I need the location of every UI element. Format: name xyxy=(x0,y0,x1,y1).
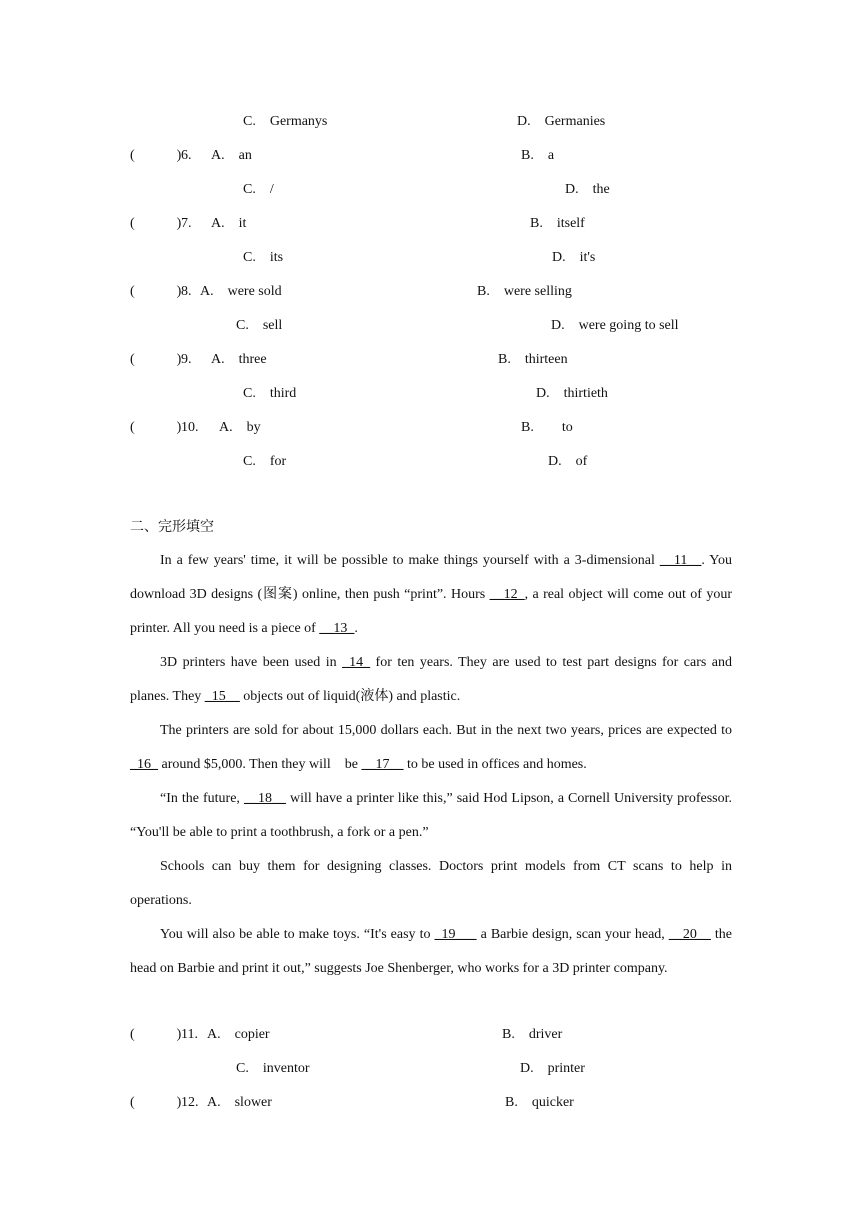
question-number: 6. xyxy=(181,148,192,163)
blank-12: __12_ xyxy=(489,587,525,602)
passage-text: You will also be able to make toys. “It's easy to xyxy=(160,927,435,942)
passage-text: the head on Barbie and print it out,” suggests Joe Shenberger, who works for a 3D printer company. xyxy=(130,927,732,976)
answer-paren: ( ) xyxy=(130,352,182,367)
option-a: A. an xyxy=(211,148,252,163)
answer-paren: ( ) xyxy=(130,148,182,163)
blank-17: __17__ xyxy=(361,757,404,772)
question-number: 11. xyxy=(181,1027,198,1042)
answer-paren: ( ) xyxy=(130,1095,182,1110)
question-number: 9. xyxy=(181,352,192,367)
blank-19: _19___ xyxy=(434,927,477,942)
passage-text: around $5,000. Then they will be xyxy=(158,757,362,772)
question-number: 8. xyxy=(181,284,192,299)
blank-18: __18__ xyxy=(243,791,286,806)
passage-text: Schools can buy them for designing classes. Doctors print models from CT scans to help in operations. xyxy=(130,859,732,908)
passage-text: will have a printer like this,” said Hod Lipson, a Cornell University professor. “You'll be able to print a toothbrush, a fork or a pen.” xyxy=(130,791,732,840)
blank-14: _14_ xyxy=(342,655,371,670)
question-number: 7. xyxy=(181,216,192,231)
option-c: C. Germanys xyxy=(243,114,328,129)
passage-text: . xyxy=(354,621,358,636)
question-number: 12. xyxy=(181,1095,199,1110)
blank-11: __11__ xyxy=(659,553,702,568)
passage-text: for ten years. They are used to test part designs for cars and planes. They xyxy=(130,655,732,704)
option-b: B. quicker xyxy=(505,1095,574,1110)
paragraph xyxy=(130,714,732,782)
option-b: B. thirteen xyxy=(498,352,568,367)
answer-paren: ( ) xyxy=(130,284,182,299)
passage-text: “In the future, xyxy=(160,791,244,806)
option-c: C. its xyxy=(243,250,284,265)
cloze-passage xyxy=(130,544,732,986)
option-d: D. printer xyxy=(520,1061,585,1076)
option-a: A. by xyxy=(219,420,261,435)
option-c: C. sell xyxy=(236,318,283,333)
paragraph xyxy=(130,782,732,850)
option-b: B. itself xyxy=(530,216,585,231)
option-a: A. copier xyxy=(207,1027,270,1042)
passage-text: The printers are sold for about 15,000 dollars each. But in the next two years, prices are expected to xyxy=(160,723,732,738)
option-a: A. three xyxy=(211,352,267,367)
option-b: B. to xyxy=(521,420,573,435)
passage-text: a Barbie design, scan your head, xyxy=(476,927,669,942)
passage-text: . You download 3D designs (图案) online, then push “print”. Hours xyxy=(130,553,732,602)
blank-15: _15__ xyxy=(204,689,240,704)
option-c: C. third xyxy=(243,386,297,401)
question-number: 10. xyxy=(181,420,199,435)
option-d: D. thirtieth xyxy=(536,386,608,401)
passage-text: objects out of liquid(液体) and plastic. xyxy=(239,689,461,704)
option-c: C. / xyxy=(243,182,274,197)
passage-text: , a real object will come out of your printer. All you need is a piece of xyxy=(130,587,732,636)
blank-16: _16_ xyxy=(130,757,158,772)
passage-text: In a few years' time, it will be possible to make things yourself with a 3-dimensional xyxy=(160,553,660,568)
paragraph xyxy=(130,850,732,918)
option-a: A. were sold xyxy=(200,284,282,299)
option-c: C. for xyxy=(243,454,287,469)
option-b: B. a xyxy=(521,148,555,163)
blank-13: __13_ xyxy=(319,621,355,636)
option-d: D. were going to sell xyxy=(551,318,679,333)
answer-paren: ( ) xyxy=(130,420,182,435)
option-a: A. slower xyxy=(207,1095,272,1110)
paragraph xyxy=(130,544,732,646)
paragraph xyxy=(130,646,732,714)
option-d: D. Germanies xyxy=(517,114,606,129)
option-d: D. it's xyxy=(552,250,596,265)
blank-20: __20__ xyxy=(668,927,711,942)
option-d: D. the xyxy=(565,182,610,197)
paragraph xyxy=(130,918,732,986)
option-c: C. inventor xyxy=(236,1061,310,1076)
passage-text: 3D printers have been used in xyxy=(160,655,343,670)
option-a: A. it xyxy=(211,216,247,231)
option-b: B. driver xyxy=(502,1027,563,1042)
option-b: B. were selling xyxy=(477,284,572,299)
passage-text: to be used in offices and homes. xyxy=(403,757,587,772)
answer-paren: ( ) xyxy=(130,1027,182,1042)
section-heading: 二、完形填空 xyxy=(130,520,214,535)
option-d: D. of xyxy=(548,454,588,469)
answer-paren: ( ) xyxy=(130,216,182,231)
